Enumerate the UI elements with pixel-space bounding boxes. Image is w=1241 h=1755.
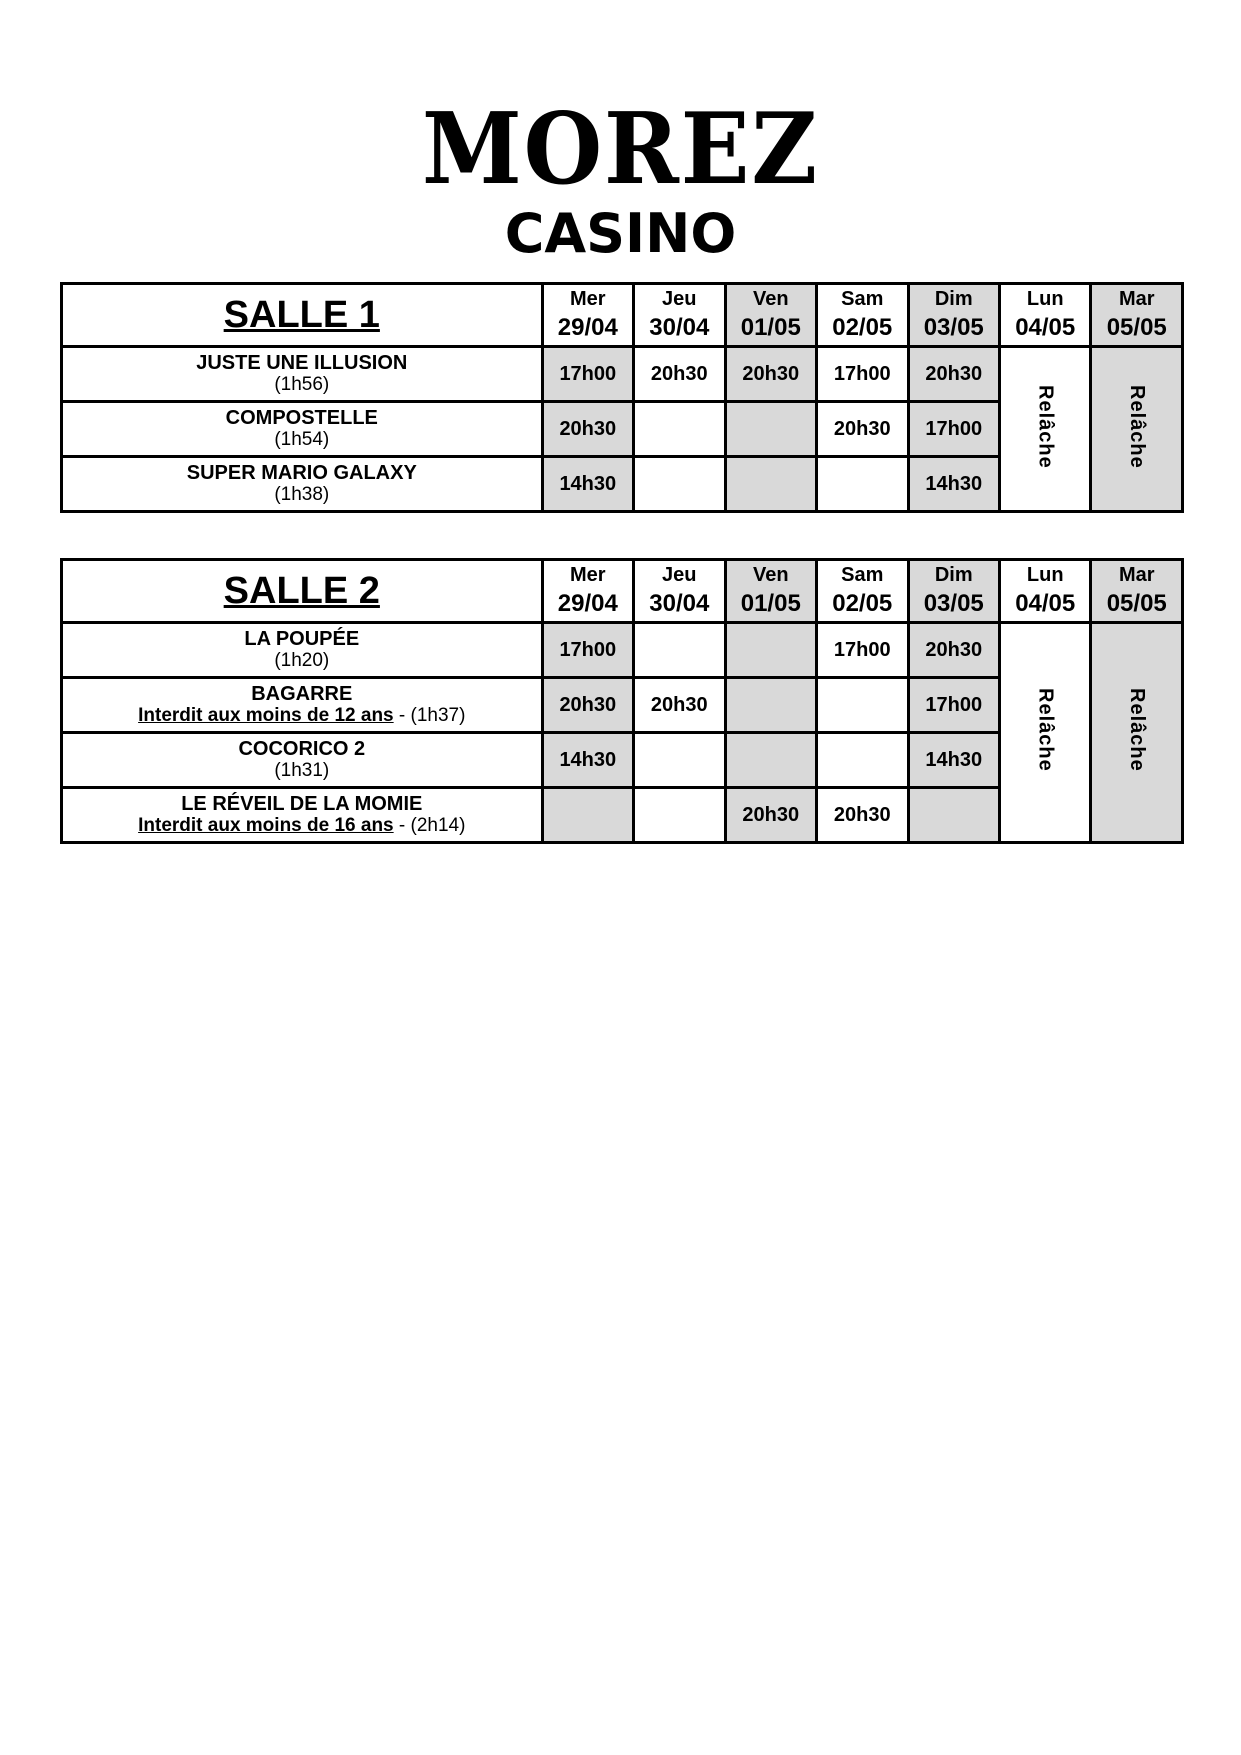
hall-title: SALLE 2 (62, 560, 543, 623)
film-subline: Interdit aux moins de 12 ans - (1h37) (138, 705, 466, 726)
day-name: Jeu (662, 564, 697, 586)
showtime: 20h30 (634, 347, 725, 402)
showtime (817, 457, 908, 512)
day-header (999, 560, 1090, 623)
closed-label: Relâche (1126, 384, 1149, 469)
showtime: 20h30 (542, 678, 633, 733)
showtime: 20h30 (725, 788, 816, 843)
showtime (908, 788, 999, 843)
showtime: 20h30 (634, 678, 725, 733)
film-cell (62, 347, 543, 402)
venue-title: CASINO (504, 202, 737, 265)
showtime: 20h30 (817, 402, 908, 457)
showtime (817, 678, 908, 733)
day-name: Ven (752, 288, 789, 310)
day-date: 02/05 (832, 314, 893, 341)
header-row (62, 560, 1183, 623)
closed-cell (999, 347, 1090, 512)
showtime: 14h30 (908, 457, 999, 512)
day-header (1091, 284, 1183, 347)
table-row (62, 623, 1183, 678)
day-date: 30/04 (649, 590, 710, 617)
showtime: 20h30 (908, 623, 999, 678)
showtime (634, 623, 725, 678)
showtime (725, 733, 816, 788)
day-name: Dim (934, 564, 973, 586)
day-header (908, 560, 999, 623)
day-header (908, 284, 999, 347)
day-header (725, 560, 816, 623)
showtime (725, 678, 816, 733)
day-name: Jeu (662, 288, 697, 310)
day-date: 03/05 (923, 590, 984, 617)
closed-label: Relâche (1034, 384, 1057, 469)
film-title: SUPER MARIO GALAXY (186, 462, 417, 484)
day-date: 01/05 (740, 314, 801, 341)
day-header (1091, 560, 1183, 623)
age-restriction: Interdit aux moins de 16 ans (138, 815, 394, 836)
showtime: 20h30 (817, 788, 908, 843)
film-cell (62, 733, 543, 788)
closed-label: Relâche (1126, 688, 1149, 772)
day-header (634, 560, 725, 623)
showtime: 20h30 (542, 402, 633, 457)
table-row (62, 347, 1183, 402)
day-name: Sam (841, 288, 884, 310)
showtime (542, 788, 633, 843)
day-name: Dim (934, 288, 973, 310)
showtime (725, 623, 816, 678)
film-cell (62, 788, 543, 843)
film-title: COMPOSTELLE (225, 407, 378, 429)
closed-cell (1091, 623, 1183, 843)
film-title: LE RÉVEIL DE LA MOMIE (181, 793, 423, 815)
film-cell (62, 678, 543, 733)
day-header (817, 560, 908, 623)
age-restriction: Interdit aux moins de 12 ans (138, 705, 394, 726)
showtime (725, 457, 816, 512)
day-date: 04/05 (1015, 314, 1076, 341)
header-row (62, 284, 1183, 347)
day-name: Sam (841, 564, 884, 586)
film-title: COCORICO 2 (238, 738, 366, 760)
film-duration: (1h38) (274, 484, 330, 505)
day-name: Mar (1118, 564, 1155, 586)
showtime (817, 733, 908, 788)
film-duration: (1h31) (274, 760, 330, 781)
film-title: LA POUPÉE (244, 628, 360, 650)
showtime (634, 788, 725, 843)
film-duration: (1h20) (274, 650, 330, 671)
showtime: 17h00 (542, 347, 633, 402)
showtime: 14h30 (542, 733, 633, 788)
film-title: BAGARRE (251, 683, 353, 705)
film-duration: (2h14) (410, 815, 466, 836)
showtime: 14h30 (542, 457, 633, 512)
day-header (725, 284, 816, 347)
day-date: 04/05 (1015, 590, 1076, 617)
town-title: MOREZ (421, 92, 820, 207)
film-title: JUSTE UNE ILLUSION (196, 352, 408, 374)
day-date: 05/05 (1106, 314, 1167, 341)
showtime: 17h00 (908, 678, 999, 733)
showtime: 17h00 (817, 347, 908, 402)
day-header (542, 560, 633, 623)
day-date: 02/05 (832, 590, 893, 617)
hall-title: SALLE 1 (62, 284, 543, 347)
day-header (634, 284, 725, 347)
showtime: 20h30 (908, 347, 999, 402)
schedule-table-hall-1 (60, 282, 1184, 513)
day-name: Lun (1026, 288, 1064, 310)
film-duration: (1h56) (274, 374, 330, 395)
day-name: Ven (752, 564, 789, 586)
day-date: 30/04 (649, 314, 710, 341)
day-date: 03/05 (923, 314, 984, 341)
day-header (817, 284, 908, 347)
showtime (634, 402, 725, 457)
day-date: 29/04 (557, 590, 618, 617)
day-date: 29/04 (557, 314, 618, 341)
closed-cell (1091, 347, 1183, 512)
film-duration: (1h37) (410, 705, 466, 726)
film-duration: (1h54) (274, 429, 330, 450)
closed-cell (999, 623, 1090, 843)
film-cell (62, 623, 543, 678)
showtime (725, 402, 816, 457)
showtime: 14h30 (908, 733, 999, 788)
day-name: Mer (570, 564, 606, 586)
day-date: 05/05 (1106, 590, 1167, 617)
day-name: Mar (1118, 288, 1155, 310)
showtime: 17h00 (817, 623, 908, 678)
showtime: 20h30 (725, 347, 816, 402)
day-header (999, 284, 1090, 347)
showtime (634, 457, 725, 512)
showtime: 17h00 (542, 623, 633, 678)
closed-label: Relâche (1034, 688, 1057, 772)
schedule-table-hall-2 (60, 558, 1184, 844)
day-header (542, 284, 633, 347)
day-date: 01/05 (740, 590, 801, 617)
showtime (634, 733, 725, 788)
film-subline: Interdit aux moins de 16 ans - (2h14) (138, 815, 466, 836)
showtime: 17h00 (908, 402, 999, 457)
film-cell (62, 402, 543, 457)
day-name: Lun (1026, 564, 1064, 586)
film-cell (62, 457, 543, 512)
day-name: Mer (570, 288, 606, 310)
